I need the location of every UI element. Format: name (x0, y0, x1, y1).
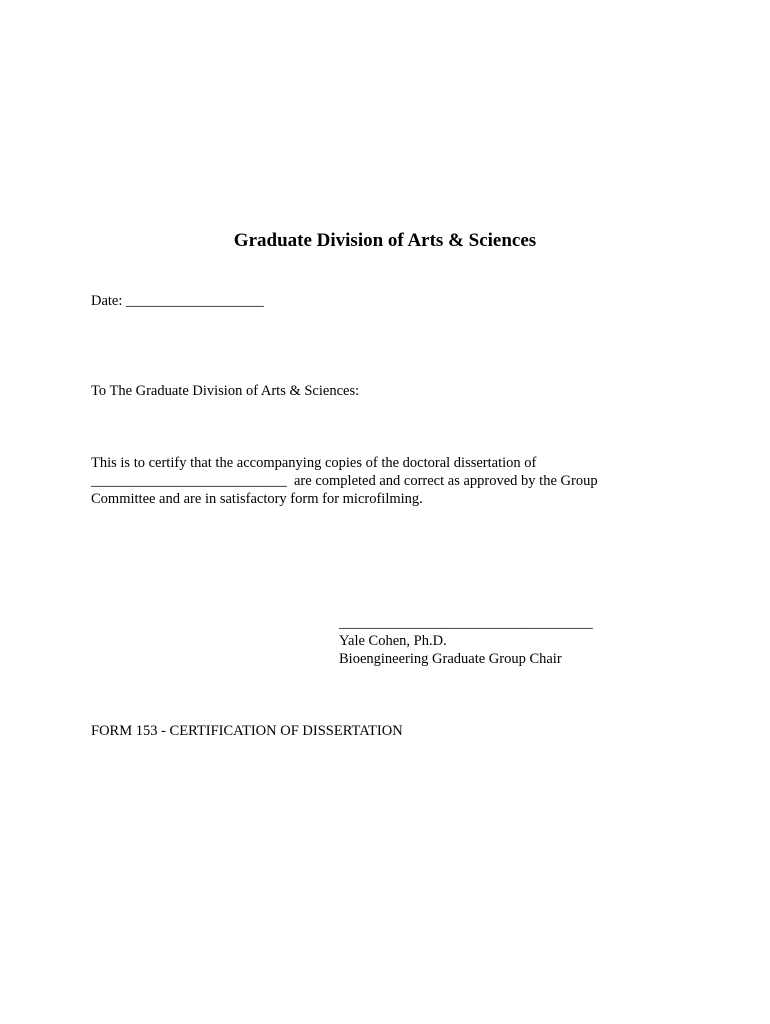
date-label: Date: (91, 293, 123, 309)
signatory-role: Bioengineering Graduate Group Chair (339, 651, 562, 667)
dissertation-title-blank: ___________________________ (91, 473, 287, 489)
certification-text-line-1: This is to certify that the accompanying copies of the doctoral dissertation of (91, 455, 537, 471)
certification-text-line-2-text: are completed and correct as approved by the Group (294, 473, 598, 489)
salutation: To The Graduate Division of Arts & Sciences: (91, 383, 360, 399)
date-field (91, 292, 264, 310)
certification-text-line-2 (91, 472, 598, 490)
page-title: Graduate Division of Arts & Sciences (233, 230, 537, 251)
signatory-name: Yale Cohen, Ph.D. (339, 633, 447, 649)
certification-text-line-3: Committee and are in satisfactory form for microfilming. (91, 491, 423, 507)
form-label: FORM 153 - CERTIFICATION OF DISSERTATION (91, 723, 403, 739)
signature-line: ___________________________________ (339, 615, 593, 631)
date-blank: ___________________ (126, 293, 264, 309)
